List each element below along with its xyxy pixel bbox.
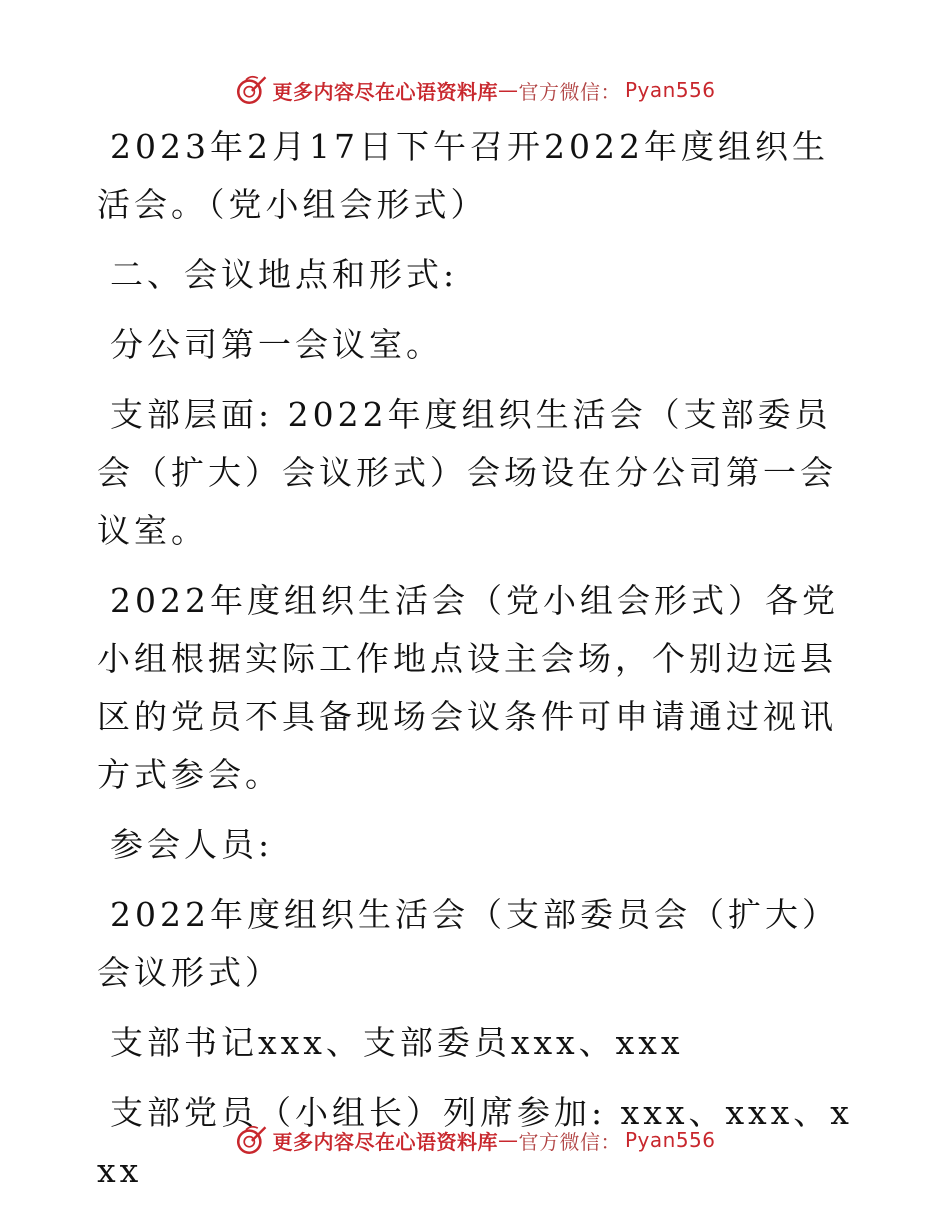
paragraph-group-format: 2022年度组织生活会（党小组会形式）各党小组根据实际工作地点设主会场，个别边远县区的党员不具备现场会议条件可申请通过视讯方式参会。: [97, 581, 839, 794]
watermark-dash: —: [497, 78, 519, 102]
paragraph-committee-format: 2022年度组织生活会（支部委员会（扩大）会议形式）: [97, 895, 839, 992]
watermark-header: [0, 70, 950, 110]
watermark-main-text: 更多内容尽在心语资料库: [272, 1129, 498, 1154]
watermark-footer: [0, 1120, 950, 1160]
paragraph-secretary: 支部书记xxx、支部委员xxx、xxx: [110, 1023, 684, 1062]
paragraph-meeting-time: 2023年2月17日下午召开2022年度组织生活会。（党小组会形式）: [97, 127, 829, 224]
watermark-sub-text: 官方微信：: [518, 1129, 621, 1154]
watermark-wechat-id: Pyan556: [624, 1128, 716, 1152]
paragraph-branch-level: 支部层面: 2022年度组织生活会（支部委员会（扩大）会议形式）会场设在分公司第一会议室。: [97, 395, 837, 550]
paragraph-section-heading: 二、会议地点和形式:: [110, 255, 459, 294]
pen-logo-icon: [234, 73, 268, 107]
watermark-dash: —: [497, 1128, 519, 1152]
watermark-wechat-id: Pyan556: [624, 78, 716, 102]
paragraph-location: 分公司第一会议室。: [110, 325, 443, 364]
paragraph-attendees-heading: 参会人员:: [110, 825, 274, 864]
paragraph-members: 支部党员（小组长）列席参加: xxx、xxx、xxx: [97, 1093, 853, 1190]
document-body: [97, 118, 857, 1212]
watermark-sub-text: 官方微信：: [518, 79, 621, 104]
pen-logo-icon: [234, 1123, 268, 1157]
watermark-main-text: 更多内容尽在心语资料库: [272, 79, 498, 104]
